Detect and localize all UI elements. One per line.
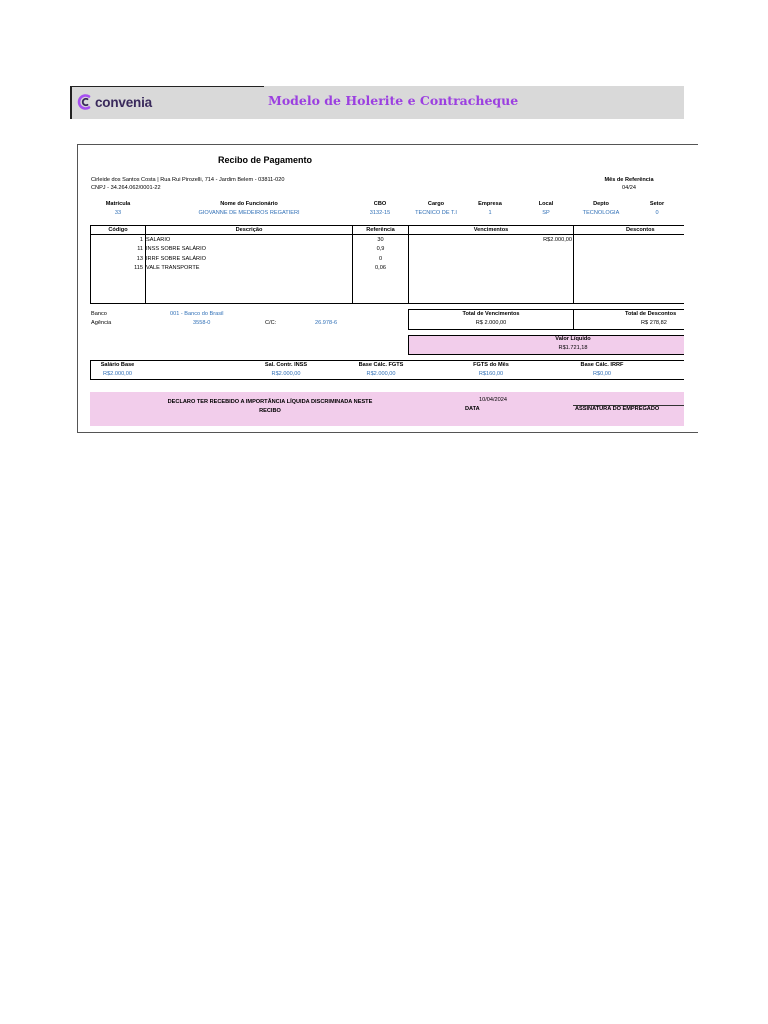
bases-line [90, 360, 684, 361]
base-value: R$2.000,00 [271, 371, 301, 377]
totals-line [408, 329, 684, 330]
account-value: 26.978-6 [315, 320, 338, 326]
header-top-line [70, 86, 264, 87]
company-cnpj: CNPJ - 34.264.062/0001-22 [91, 185, 161, 191]
total-deductions-value: R$ 278,82 [641, 320, 667, 326]
employee-value: 1 [488, 210, 492, 216]
employee-value: SP [542, 210, 550, 216]
employee-header: CBO [373, 201, 387, 207]
declaration-date-label: DATA [465, 406, 480, 412]
employee-value: TECNOLOGIA [582, 210, 620, 216]
base-value: R$160,00 [478, 371, 504, 377]
employee-value: TECNICO DE T.I [415, 210, 457, 216]
employee-value: GIOVANNE DE MEDEIROS REGATIERI [198, 210, 300, 216]
declaration-text-line2: RECIBO [259, 408, 281, 414]
base-value: R$0,00 [592, 371, 612, 377]
employee-header: Setor [649, 201, 665, 207]
declaration-date-value: 10/04/2024 [479, 397, 507, 403]
account-label: C/C: [265, 320, 277, 326]
logo-text: convenia [95, 94, 152, 110]
receipt-title: Recibo de Pagamento [217, 155, 313, 165]
row-description: SALARIO [146, 237, 171, 243]
row-description: INSS SOBRE SALÁRIO [146, 246, 206, 252]
employee-header: Cargo [427, 201, 445, 207]
row-reference: 0,9 [376, 246, 385, 252]
employee-value: 33 [114, 210, 122, 216]
totals-line [408, 309, 684, 310]
table-header: Descontos [626, 227, 655, 233]
ref-month-value: 04/24 [622, 185, 636, 191]
net-value: R$1.721,18 [558, 345, 588, 351]
table-line [573, 225, 574, 304]
ref-month-label: Mês de Referência [604, 177, 654, 183]
declaration-text-line1: DECLARO TER RECEBIDO A IMPORTÂNCIA LÍQUIDA DISCRIMINADA NESTE [167, 399, 373, 405]
header-left-edge [70, 86, 72, 119]
row-earnings: R$2.000,00 [543, 237, 572, 243]
total-earnings-value: R$ 2.000,00 [475, 320, 507, 326]
row-code: 11 [137, 246, 143, 252]
bases-line [90, 379, 684, 380]
base-header: Base Cálc. IRRF [580, 362, 624, 368]
total-deductions-label: Total de Descontos [625, 311, 677, 317]
employee-value: 0 [655, 210, 659, 216]
employee-header: Nome do Funcionário [220, 201, 278, 207]
row-reference: 30 [377, 237, 384, 243]
table-header: Vencimentos [473, 227, 509, 233]
row-code: 1 [139, 237, 143, 243]
totals-line [573, 309, 574, 330]
employee-value: 3132-15 [369, 210, 391, 216]
base-header: Sal. Contr. INSS [264, 362, 308, 368]
employee-header: Empresa [478, 201, 502, 207]
total-earnings-label: Total de Vencimentos [462, 311, 520, 317]
row-description: VALE TRANSPORTE [146, 265, 200, 271]
company-address: Cirleide dos Santos Costa | Rua Rui Pirozelli, 714 - Jardim Belem - 03811-020 [91, 177, 285, 183]
signature-label: ASSINATURA DO EMPREGADO [575, 406, 660, 412]
table-header: Referência [366, 227, 395, 233]
table-header: Descrição [235, 227, 263, 233]
base-header: Salário Base [100, 362, 135, 368]
bank-value: 001 - Banco do Brasil [170, 311, 224, 317]
agency-value: 3558-0 [193, 320, 211, 326]
bank-label: Banco [91, 311, 107, 317]
employee-header: Depto [593, 201, 609, 207]
net-value-label: Valor Líquido [555, 336, 591, 342]
row-code: 13 [136, 256, 143, 262]
table-line [90, 225, 684, 226]
table-line [90, 303, 684, 304]
convenia-logo [77, 92, 152, 112]
row-reference: 0 [378, 256, 383, 262]
convenia-logo-icon [77, 93, 93, 111]
page-title: Modelo de Holerite e Contracheque [268, 93, 519, 108]
table-line [90, 234, 684, 235]
agency-label: Agência [91, 320, 112, 326]
base-value: R$2.000,00 [103, 371, 132, 377]
row-reference: 0,06 [375, 265, 386, 271]
base-header: Base Cálc. FGTS [358, 362, 404, 368]
employee-header: Local [538, 201, 554, 207]
row-code: 115 [134, 265, 143, 271]
row-description: IRRF SOBRE SALÁRIO [146, 256, 206, 262]
base-header: FGTS do Mês [473, 362, 509, 368]
table-header: Código [108, 227, 128, 233]
employee-header: Matrícula [105, 201, 131, 207]
base-value: R$2.000,00 [366, 371, 396, 377]
